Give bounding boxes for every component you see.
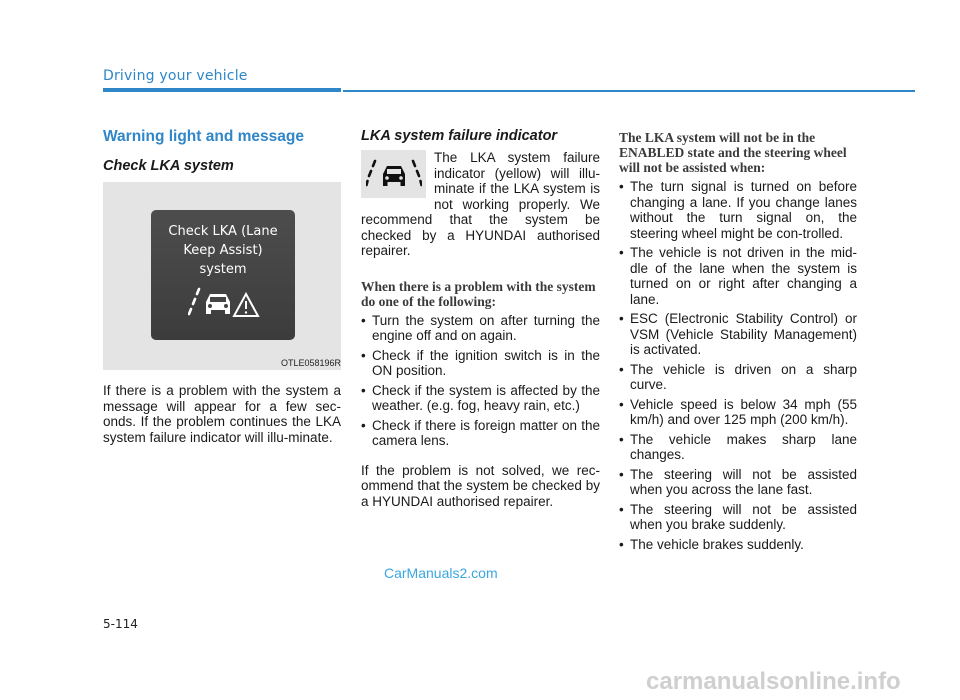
list-item: • Vehicle speed is below 34 mph (55 km/h) and over 125 mph (200 km/h). xyxy=(619,397,857,428)
list-item: • The vehicle is driven on a sharp curve. xyxy=(619,362,857,393)
screen-line-1: Check LKA (Lane xyxy=(168,224,278,239)
cluster-message-figure xyxy=(103,182,341,370)
check-lka-subheading: Check LKA system xyxy=(103,158,234,174)
lka-warning-icon xyxy=(188,285,260,319)
list-item: • Check if there is foreign matter on the camera lens. xyxy=(361,418,600,449)
list-item: • The steering will not be assisted when you brake suddenly. xyxy=(619,502,857,533)
failure-indicator-heading: LKA system failure indicator xyxy=(361,128,558,144)
problem-subheading: When there is a problem with the system do one of the following: xyxy=(361,278,596,309)
lka-indicator-icon xyxy=(366,158,422,190)
lka-indicator-box xyxy=(361,150,426,198)
column-2 xyxy=(361,128,600,509)
conditions-list xyxy=(619,179,857,552)
list-item: • The steering will not be assisted when you across the lane fast. xyxy=(619,467,857,498)
screen-line-2: Keep Assist) xyxy=(183,243,263,258)
watermark-link[interactable]: CarManuals2.com xyxy=(384,565,498,581)
list-item: • Check if the ignition switch is in the ON position. xyxy=(361,348,600,379)
list-item: • The turn signal is turned on before changing a lane. If you change lanes without the turn signal on, the steering wheel might be con-trolled. xyxy=(619,179,857,241)
list-item: • The vehicle brakes suddenly. xyxy=(619,537,857,553)
not-enabled-subheading: The LKA system will not be in the ENABLED state and the steering wheel will not be assisted when: xyxy=(619,130,847,175)
screen-line-3: system xyxy=(199,262,247,277)
list-item: • Turn the system on after turning the engine off and on again. xyxy=(361,313,600,344)
list-item: • The vehicle is not driven in the mid-dle of the lane when the system is turned on or right after changing a lane. xyxy=(619,245,857,307)
column-3 xyxy=(619,128,857,564)
closing-paragraph: If the problem is not solved, we rec-ommend that the system be checked by a HYUNDAI authorised repairer. xyxy=(361,462,600,509)
footer-watermark: carmanualsonline.info xyxy=(646,668,901,695)
warning-light-heading: Warning light and message xyxy=(103,128,304,145)
list-item: • The vehicle makes sharp lane changes. xyxy=(619,432,857,463)
cluster-message-text xyxy=(151,222,295,279)
header-rule-thick xyxy=(103,88,341,92)
warning-paragraph: If there is a problem with the system a message will appear for a few sec-onds. If the problem continues the LKA system failure indicator will illu-minate. xyxy=(103,383,341,445)
cluster-screen xyxy=(151,210,295,340)
page-number: 5-114 xyxy=(103,617,138,631)
column-1 xyxy=(103,128,341,445)
section-title: Driving your vehicle xyxy=(103,68,248,84)
problem-list xyxy=(361,313,600,449)
list-item: • ESC (Electronic Stability Control) or VSM (Vehicle Stability Management) is activated. xyxy=(619,311,857,358)
failure-intro: The LKA system failure indicator (yellow) will illu-minate if the LKA system is not working properly. We recommend that the system be checked by a HYUNDAI authorised repairer. xyxy=(361,150,600,258)
list-item: • Check if the system is affected by the weather. (e.g. fog, heavy rain, etc.) xyxy=(361,383,600,414)
figure-caption: OTLE058196R xyxy=(280,358,341,368)
header-rule-thin xyxy=(343,90,915,92)
